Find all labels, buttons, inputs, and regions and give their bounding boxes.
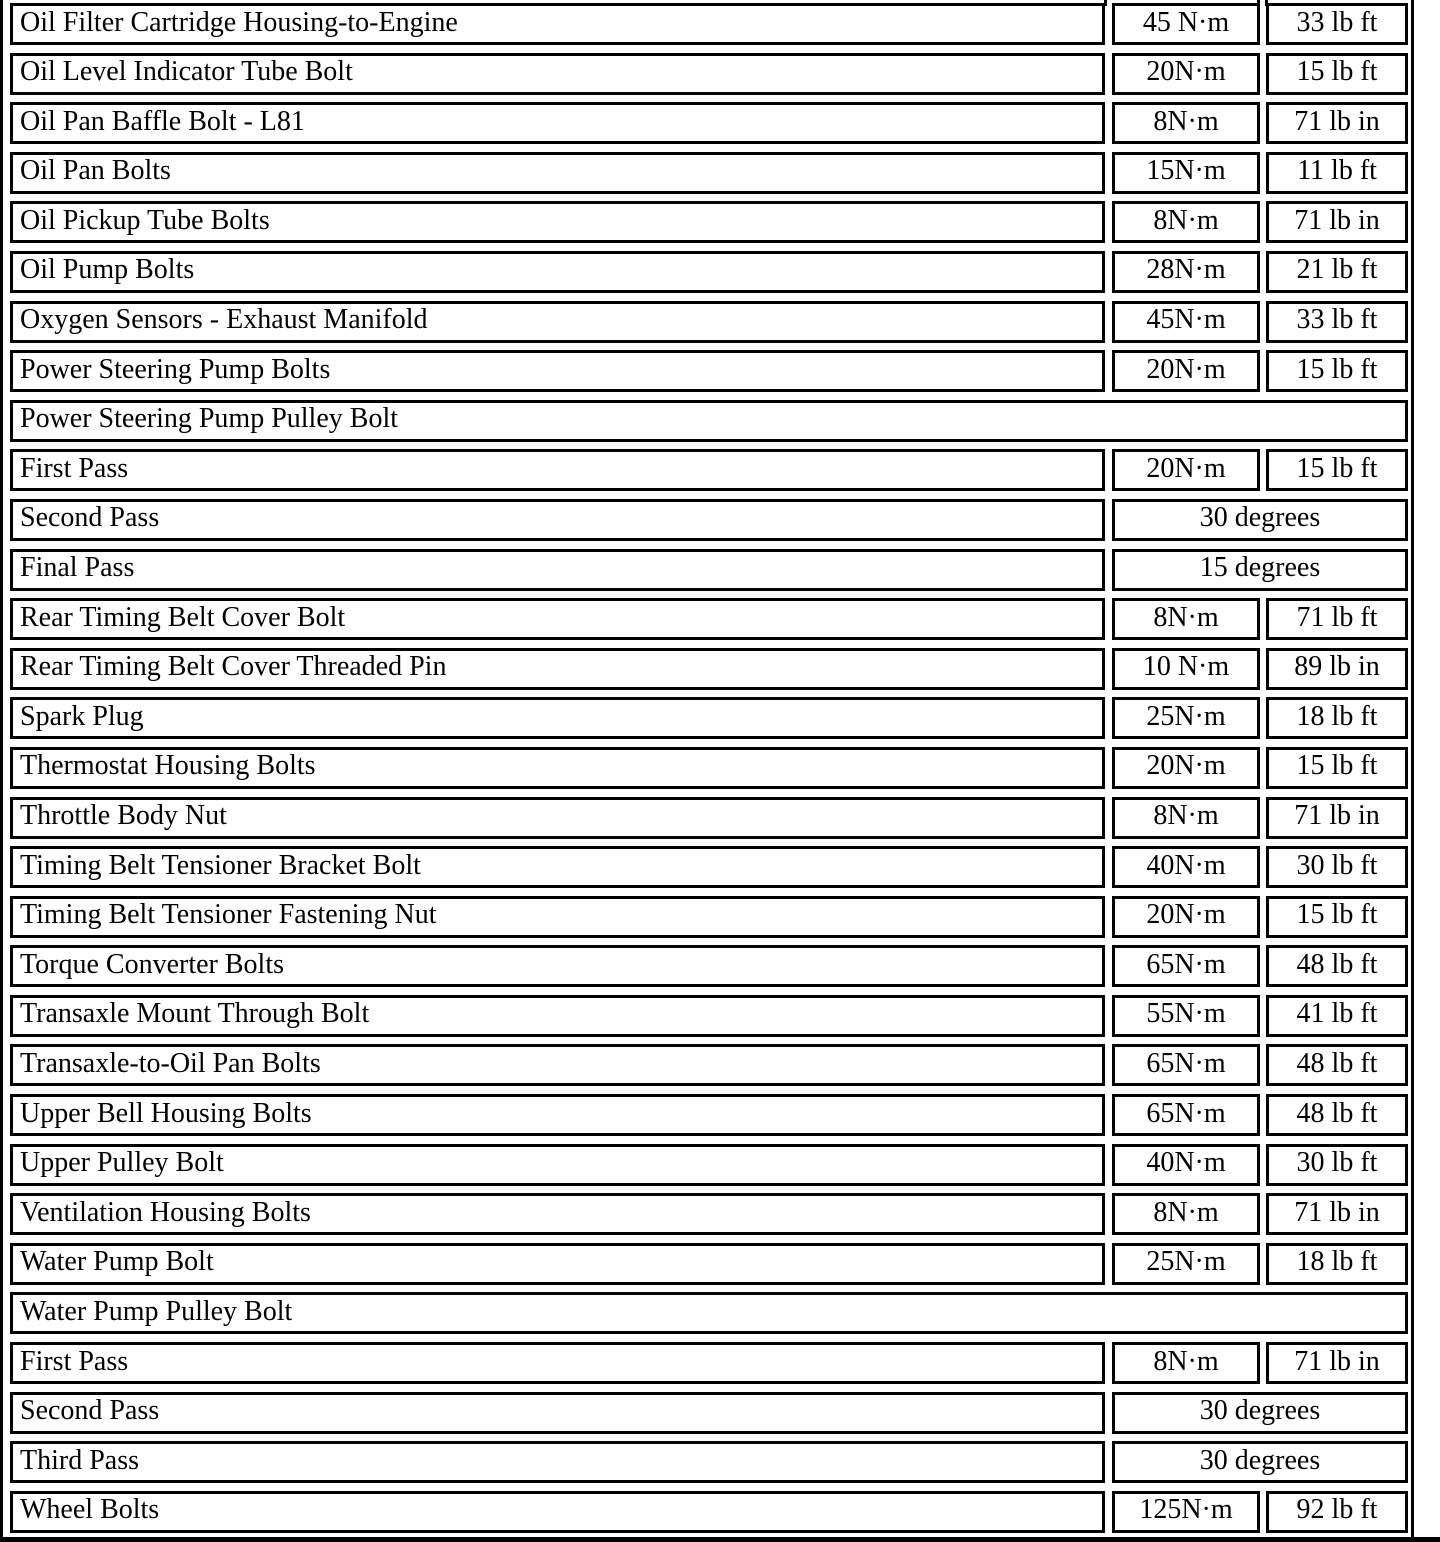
metric-torque-value: 10 N·m	[1142, 651, 1230, 683]
metric-torque-value: 45N·m	[1146, 304, 1226, 336]
table-row	[10, 648, 1440, 690]
imperial-torque-cell	[1266, 3, 1408, 45]
table-row	[10, 697, 1440, 739]
imperial-torque-cell	[1266, 251, 1408, 293]
imperial-torque-value: 33 lb ft	[1296, 6, 1378, 38]
table-row	[10, 152, 1440, 194]
metric-torque-cell	[1112, 846, 1260, 888]
table-row	[10, 201, 1440, 243]
fastener-name-cell	[10, 1392, 1105, 1434]
imperial-torque-value: 71 lb ft	[1296, 601, 1378, 633]
imperial-torque-cell	[1266, 152, 1408, 194]
imperial-torque-cell	[1266, 1094, 1408, 1136]
imperial-torque-cell	[1266, 598, 1408, 640]
metric-torque-cell	[1112, 697, 1260, 739]
fastener-name: Timing Belt Tensioner Fastening Nut	[20, 899, 437, 931]
metric-torque-cell	[1112, 1044, 1260, 1086]
fastener-name: Timing Belt Tensioner Bracket Bolt	[20, 849, 421, 881]
fastener-name-cell	[10, 1243, 1105, 1285]
fastener-name-cell	[10, 1044, 1105, 1086]
metric-torque-cell	[1112, 945, 1260, 987]
table-row	[10, 1441, 1440, 1483]
degrees-value: 30 degrees	[1199, 1444, 1321, 1476]
metric-torque-cell	[1112, 1342, 1260, 1384]
metric-torque-value: 25N·m	[1146, 1246, 1226, 1278]
imperial-torque-value: 18 lb ft	[1296, 700, 1378, 732]
fastener-name-cell	[10, 1441, 1105, 1483]
imperial-torque-cell	[1266, 350, 1408, 392]
table-row	[10, 797, 1440, 839]
metric-torque-value: 8N·m	[1153, 800, 1219, 831]
table-row	[10, 53, 1440, 95]
imperial-torque-value: 92 lb ft	[1296, 1494, 1378, 1526]
degrees-value-cell	[1112, 1392, 1408, 1434]
metric-torque-cell	[1112, 449, 1260, 491]
table-row	[10, 1094, 1440, 1136]
fastener-name: Throttle Body Nut	[20, 800, 227, 831]
fastener-name: First Pass	[20, 452, 129, 484]
metric-torque-value: 20N·m	[1146, 353, 1226, 385]
imperial-torque-cell	[1266, 301, 1408, 343]
imperial-torque-value: 15 lb ft	[1296, 353, 1378, 385]
imperial-torque-value: 11 lb ft	[1297, 155, 1377, 187]
table-row	[10, 1243, 1440, 1285]
degrees-value-cell	[1112, 1441, 1408, 1483]
table-row	[10, 1193, 1440, 1235]
fastener-name-cell	[10, 797, 1105, 839]
fastener-name-cell	[10, 350, 1105, 392]
metric-torque-cell	[1112, 1144, 1260, 1186]
fastener-name: Power Steering Pump Bolts	[20, 353, 331, 385]
metric-torque-cell	[1112, 1193, 1260, 1235]
degrees-value: 30 degrees	[1199, 502, 1321, 534]
fastener-name-cell	[10, 1144, 1105, 1186]
table-row	[10, 301, 1440, 343]
table-row	[10, 251, 1440, 293]
fastener-name: Water Pump Bolt	[20, 1246, 214, 1278]
table-row	[10, 846, 1440, 888]
imperial-torque-value: 48 lb ft	[1296, 1047, 1378, 1079]
imperial-torque-cell	[1266, 1044, 1408, 1086]
metric-torque-cell	[1112, 598, 1260, 640]
metric-torque-value: 8N·m	[1153, 601, 1219, 633]
table-row	[10, 945, 1440, 987]
table-row	[10, 102, 1440, 144]
metric-torque-value: 65N·m	[1146, 1097, 1226, 1129]
table-row	[10, 499, 1440, 541]
fastener-name-cell	[10, 201, 1105, 243]
metric-torque-value: 125N·m	[1139, 1494, 1233, 1526]
metric-torque-cell	[1112, 53, 1260, 95]
torque-spec-table	[0, 3, 1440, 1533]
imperial-torque-value: 71 lb in	[1294, 1345, 1380, 1377]
fastener-name-cell	[10, 549, 1105, 591]
imperial-torque-value: 15 lb ft	[1296, 899, 1378, 931]
imperial-torque-value: 71 lb in	[1294, 800, 1380, 831]
fastener-group-header-cell	[10, 400, 1408, 442]
fastener-name-cell	[10, 648, 1105, 690]
metric-torque-cell	[1112, 1243, 1260, 1285]
imperial-torque-cell	[1266, 747, 1408, 789]
metric-torque-cell	[1112, 301, 1260, 343]
fastener-name-cell	[10, 499, 1105, 541]
table-row	[10, 598, 1440, 640]
imperial-torque-cell	[1266, 53, 1408, 95]
imperial-torque-value: 15 lb ft	[1296, 750, 1378, 782]
imperial-torque-cell	[1266, 846, 1408, 888]
imperial-torque-cell	[1266, 449, 1408, 491]
fastener-name-cell	[10, 53, 1105, 95]
imperial-torque-cell	[1266, 1144, 1408, 1186]
imperial-torque-value: 18 lb ft	[1296, 1246, 1378, 1278]
metric-torque-cell	[1112, 3, 1260, 45]
metric-torque-value: 20N·m	[1146, 56, 1226, 88]
metric-torque-value: 8N·m	[1153, 1196, 1219, 1228]
metric-torque-cell	[1112, 1491, 1260, 1533]
fastener-name: Oil Filter Cartridge Housing-to-Engine	[20, 6, 458, 38]
table-row	[10, 1044, 1440, 1086]
imperial-torque-value: 48 lb ft	[1296, 948, 1378, 980]
imperial-torque-cell	[1266, 102, 1408, 144]
degrees-value-cell	[1112, 499, 1408, 541]
fastener-name-cell	[10, 301, 1105, 343]
metric-torque-cell	[1112, 995, 1260, 1037]
fastener-name: Spark Plug	[20, 700, 144, 732]
fastener-name-cell	[10, 449, 1105, 491]
metric-torque-value: 28N·m	[1146, 254, 1226, 286]
metric-torque-value: 55N·m	[1146, 998, 1226, 1030]
imperial-torque-cell	[1266, 797, 1408, 839]
table-row	[10, 549, 1440, 591]
metric-torque-value: 15N·m	[1146, 155, 1226, 187]
fastener-name: Oil Pump Bolts	[20, 254, 195, 286]
imperial-torque-value: 21 lb ft	[1296, 254, 1378, 286]
imperial-torque-cell	[1266, 1342, 1408, 1384]
fastener-name: First Pass	[20, 1345, 129, 1377]
fastener-name: Oil Pan Baffle Bolt - L81	[20, 105, 305, 137]
metric-torque-value: 8N·m	[1153, 105, 1219, 137]
degrees-value: 15 degrees	[1199, 552, 1321, 584]
fastener-name-cell	[10, 697, 1105, 739]
fastener-name: Rear Timing Belt Cover Threaded Pin	[20, 651, 447, 683]
metric-torque-cell	[1112, 152, 1260, 194]
metric-torque-cell	[1112, 350, 1260, 392]
imperial-torque-value: 41 lb ft	[1296, 998, 1378, 1030]
fastener-name-cell	[10, 3, 1105, 45]
fastener-name-cell	[10, 896, 1105, 938]
fastener-name: Rear Timing Belt Cover Bolt	[20, 601, 346, 633]
imperial-torque-cell	[1266, 1193, 1408, 1235]
imperial-torque-value: 48 lb ft	[1296, 1097, 1378, 1129]
imperial-torque-value: 30 lb ft	[1296, 1147, 1378, 1179]
degrees-value-cell	[1112, 549, 1408, 591]
metric-torque-cell	[1112, 102, 1260, 144]
metric-torque-value: 40N·m	[1146, 849, 1226, 881]
imperial-torque-value: 30 lb ft	[1296, 849, 1378, 881]
imperial-torque-cell	[1266, 1491, 1408, 1533]
fastener-name: Oil Level Indicator Tube Bolt	[20, 56, 353, 88]
fastener-name: Oil Pan Bolts	[20, 155, 171, 187]
metric-torque-value: 25N·m	[1146, 700, 1226, 732]
table-row	[10, 896, 1440, 938]
fastener-name-cell	[10, 251, 1105, 293]
metric-torque-value: 65N·m	[1146, 1047, 1226, 1079]
imperial-torque-value: 71 lb in	[1294, 105, 1380, 137]
fastener-name: Third Pass	[20, 1444, 139, 1476]
fastener-name: Oxygen Sensors - Exhaust Manifold	[20, 304, 428, 336]
imperial-torque-cell	[1266, 945, 1408, 987]
imperial-torque-cell	[1266, 648, 1408, 690]
fastener-name-cell	[10, 102, 1105, 144]
table-row	[10, 1392, 1440, 1434]
fastener-name: Transaxle-to-Oil Pan Bolts	[20, 1047, 321, 1079]
fastener-name: Transaxle Mount Through Bolt	[20, 998, 370, 1030]
imperial-torque-cell	[1266, 1243, 1408, 1285]
imperial-torque-cell	[1266, 201, 1408, 243]
table-outer-border-bottom	[0, 1537, 1440, 1542]
fastener-name: Second Pass	[20, 1395, 160, 1427]
metric-torque-value: 40N·m	[1146, 1147, 1226, 1179]
fastener-name: Thermostat Housing Bolts	[20, 750, 316, 782]
metric-torque-value: 20N·m	[1146, 750, 1226, 782]
metric-torque-value: 8N·m	[1153, 204, 1219, 236]
fastener-name: Wheel Bolts	[20, 1494, 160, 1526]
metric-torque-value: 65N·m	[1146, 948, 1226, 980]
fastener-name: Torque Converter Bolts	[20, 948, 284, 980]
imperial-torque-value: 15 lb ft	[1296, 452, 1378, 484]
fastener-name: Oil Pickup Tube Bolts	[20, 204, 270, 236]
fastener-name: Final Pass	[20, 552, 135, 584]
fastener-name-cell	[10, 598, 1105, 640]
metric-torque-cell	[1112, 251, 1260, 293]
imperial-torque-cell	[1266, 697, 1408, 739]
imperial-torque-value: 15 lb ft	[1296, 56, 1378, 88]
table-row	[10, 350, 1440, 392]
fastener-name-cell	[10, 945, 1105, 987]
table-row	[10, 400, 1440, 442]
table-row	[10, 1491, 1440, 1533]
fastener-name: Upper Bell Housing Bolts	[20, 1097, 312, 1129]
fastener-group-header: Water Pump Pulley Bolt	[20, 1295, 293, 1327]
table-row	[10, 995, 1440, 1037]
table-row	[10, 747, 1440, 789]
table-row	[10, 3, 1440, 45]
imperial-torque-value: 71 lb in	[1294, 1196, 1380, 1228]
imperial-torque-cell	[1266, 995, 1408, 1037]
table-row	[10, 1144, 1440, 1186]
fastener-name-cell	[10, 995, 1105, 1037]
metric-torque-cell	[1112, 747, 1260, 789]
metric-torque-cell	[1112, 896, 1260, 938]
fastener-name: Ventilation Housing Bolts	[20, 1196, 311, 1228]
fastener-name-cell	[10, 747, 1105, 789]
metric-torque-cell	[1112, 648, 1260, 690]
fastener-name-cell	[10, 1491, 1105, 1533]
imperial-torque-cell	[1266, 896, 1408, 938]
fastener-name-cell	[10, 1094, 1105, 1136]
metric-torque-value: 20N·m	[1146, 899, 1226, 931]
metric-torque-value: 20N·m	[1146, 452, 1226, 484]
fastener-name-cell	[10, 1193, 1105, 1235]
fastener-name: Second Pass	[20, 502, 160, 534]
fastener-name-cell	[10, 1342, 1105, 1384]
imperial-torque-value: 71 lb in	[1294, 204, 1380, 236]
metric-torque-cell	[1112, 1094, 1260, 1136]
metric-torque-value: 8N·m	[1153, 1345, 1219, 1377]
metric-torque-cell	[1112, 797, 1260, 839]
fastener-group-header-cell	[10, 1292, 1408, 1334]
fastener-name-cell	[10, 152, 1105, 194]
fastener-name-cell	[10, 846, 1105, 888]
metric-torque-cell	[1112, 201, 1260, 243]
table-row	[10, 449, 1440, 491]
imperial-torque-value: 33 lb ft	[1296, 304, 1378, 336]
table-row	[10, 1342, 1440, 1384]
table-row	[10, 1292, 1440, 1334]
degrees-value: 30 degrees	[1199, 1395, 1321, 1427]
metric-torque-value: 45 N·m	[1142, 6, 1230, 38]
fastener-group-header: Power Steering Pump Pulley Bolt	[20, 403, 398, 435]
imperial-torque-value: 89 lb in	[1294, 651, 1380, 683]
fastener-name: Upper Pulley Bolt	[20, 1147, 224, 1179]
